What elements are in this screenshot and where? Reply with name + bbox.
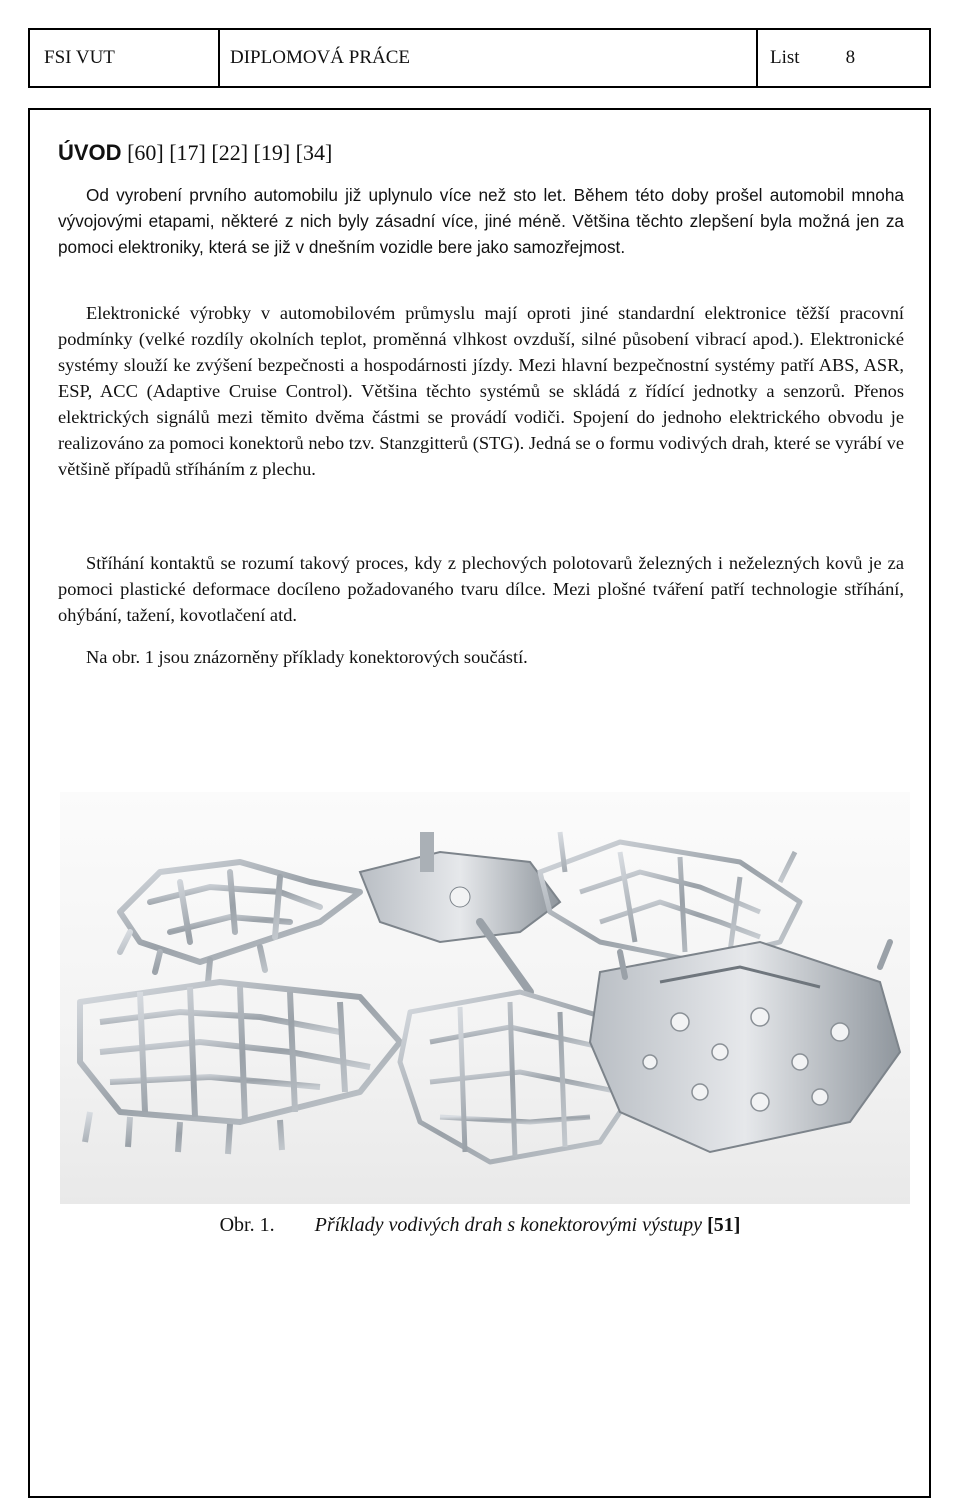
stamped-grid-illustration	[60, 792, 910, 1204]
header-doc-type: DIPLOMOVÁ PRÁCE	[220, 30, 758, 86]
figure-label: Obr. 1.	[219, 1214, 275, 1236]
figure-caption-text: Příklady vodivých drah s konektorovými výstupy	[314, 1214, 703, 1236]
paragraph-electronics: Elektronické výrobky v automobilovém průmyslu mají oproti jiné standardní elektronice těžší pracovní podmínky (velké rozdíly okolních teplot, proměnná vlhkost ovzduší, silné působení vibrací apod.). Elektronické systémy slouží ke zvýšení bezpečnosti a hospodárnosti jízdy. Mezi hlavní bezpečnostní systémy patří ABS, ASR, ESP, ACC (Adaptive Cruise Control). Většina těchto systémů se skládá z řídící jednotky a senzorů. Přenos elektrických signálů mezi těmito dvěma částmi se provádí vodiči. Spojení do jednoho elektrického obvodu je realizováno za pomoci konektorů nebo tzv. Stanzgitterů (STG). Jedná se o formu vodivých drah, které se vyrábí ve většině případů stříháním z plechu.	[58, 303, 904, 479]
header-page-label: List	[770, 47, 800, 68]
header-page-number: 8	[845, 47, 856, 68]
header-school: FSI VUT	[30, 30, 220, 86]
paragraph-cutting: Stříhání kontaktů se rozumí takový proces, kdy z plechových polotovarů železných i neželezných kovů je za pomoci plastické deformace docíleno požadovaného tvaru dílce. Mezi plošné tváření patří technologie stříhání, ohýbání, tažení, kovotlačení atd.	[58, 553, 904, 625]
connector-parts-photo	[60, 792, 910, 1204]
section-title	[58, 140, 332, 166]
paragraph-figure-ref: Na obr. 1 jsou znázorněny příklady konektorových součástí.	[86, 647, 528, 667]
section-title-text: ÚVOD	[58, 140, 122, 165]
section-title-refs: [60] [17] [22] [19] [34]	[127, 140, 333, 165]
part-bottom-right	[590, 942, 900, 1152]
part-top-left	[120, 862, 360, 982]
figure-ref: [51]	[707, 1214, 741, 1236]
part-bottom-left	[80, 982, 400, 1154]
header-page	[758, 30, 929, 86]
paragraph-intro: Od vyrobení prvního automobilu již uplynulo více než sto let. Během této doby prošel automobil mnoha vývojovými etapami, některé z nich byly zásadní více, jiné méně. Většina těchto zlepšení byla možná jen za pomoci elektroniky, která se již v dnešním vozidle bere jako samozřejmost.	[58, 185, 904, 257]
page-header	[28, 28, 931, 88]
part-top-middle	[360, 832, 560, 992]
figure-caption	[0, 1214, 960, 1237]
